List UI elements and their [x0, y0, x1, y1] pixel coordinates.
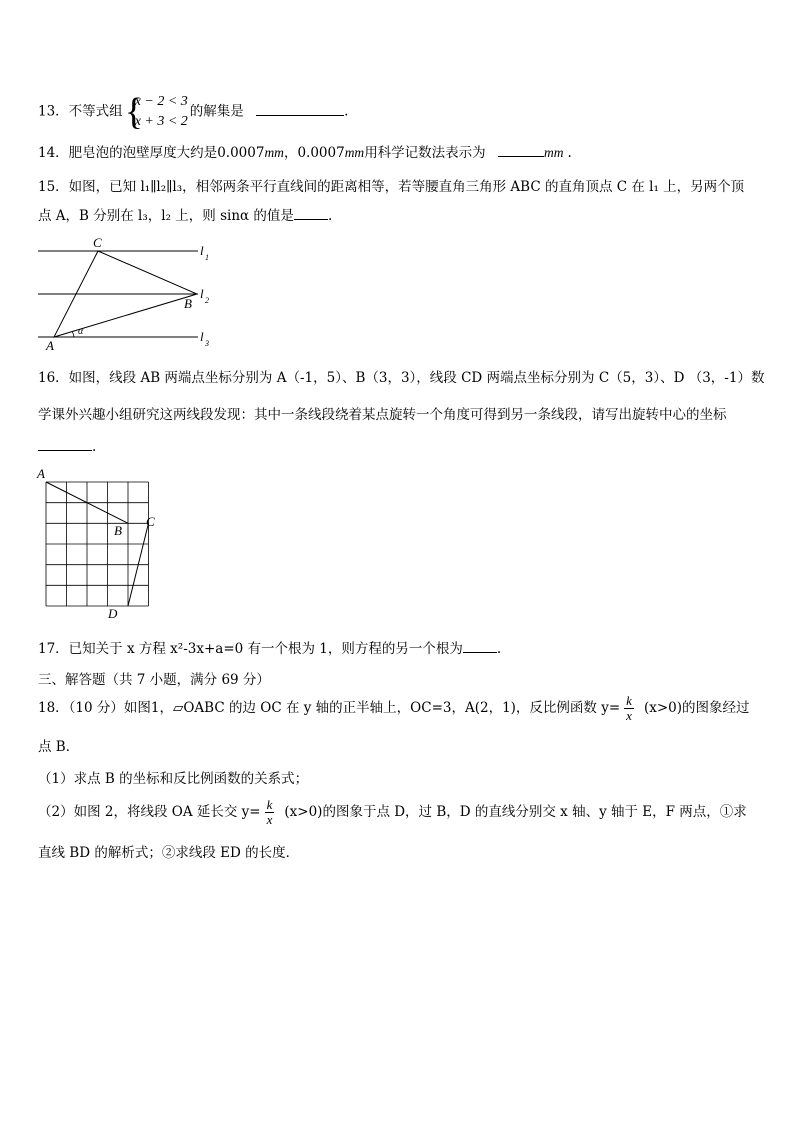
- q14-unit-2: mm: [344, 145, 365, 160]
- inequality-system: [125, 92, 188, 132]
- answer-blank: [294, 207, 328, 220]
- q14-num2: 0.0007: [297, 145, 345, 161]
- label-l1-sub: 1: [205, 253, 209, 262]
- label-l2-sub: 2: [205, 296, 209, 305]
- question-17: [38, 640, 501, 658]
- label-c: C: [93, 236, 102, 250]
- fraction-denominator: x: [266, 812, 273, 827]
- fraction-numerator: k: [626, 693, 632, 708]
- q16-figure: [34, 462, 164, 622]
- q14-sep: ，: [283, 145, 298, 161]
- q13-prefix: 13．不等式组: [38, 103, 123, 120]
- question-18-sub-2-line-2: 直线 BD 的解析式；②求线段 ED 的长度．: [38, 845, 300, 861]
- q18-line1-prefix: 18．（10 分）如图1，▱OABC 的边 OC 在 y 轴的正半轴上，OC=3，A(2，1)，反比例函数 y=: [38, 700, 621, 716]
- q15-end: .: [327, 208, 333, 224]
- answer-blank: [38, 438, 92, 451]
- question-18-sub-2: [38, 798, 747, 827]
- question-18-sub-1: （1）求点 B 的坐标和反比例函数的关系式；: [38, 771, 309, 787]
- question-15-line-1: 15．如图，已知 l₁∥l₂∥l₃，相邻两条平行直线间的距离相等，若等腰直角三角形 ABC 的直角顶点 C 在 l₁ 上，另两个顶: [38, 179, 745, 195]
- question-15-line-2: [38, 207, 332, 225]
- q14-part2: 用科学记数法表示为: [364, 145, 486, 161]
- brace-icon: {: [124, 91, 143, 133]
- q15-line2-text: 点 A，B 分别在 l₃，l₂ 上，则 sinα 的值是: [38, 208, 294, 224]
- q14-unit-1: mm: [264, 145, 284, 160]
- q17-end: .: [496, 641, 502, 657]
- q14-end: .: [567, 145, 572, 161]
- section-heading: 三、解答题（共 7 小题，满分 69 分）: [38, 672, 270, 688]
- fraction-denominator: x: [626, 708, 632, 723]
- label-d: D: [108, 606, 118, 621]
- question-18-line-2: 点 B．: [38, 739, 80, 755]
- question-14: [38, 144, 572, 162]
- label-b: B: [114, 523, 122, 538]
- fraction-numerator: k: [266, 797, 273, 812]
- question-16-line-3: [38, 438, 96, 456]
- label-a: A: [37, 466, 45, 481]
- label-l3: l: [200, 329, 204, 344]
- question-18-line-1: [38, 694, 750, 723]
- q18-sub2-suffix: (x>0)的图象于点 D，过 B，D 的直线分别交 x 轴、y 轴于 E，F 两点，①求: [284, 804, 747, 820]
- q14-num1: 0.0007: [217, 145, 265, 161]
- q15-figure: [34, 236, 219, 354]
- q14-unit-3: mm: [543, 145, 564, 160]
- label-l2: l: [200, 286, 204, 301]
- label-b: B: [184, 296, 192, 311]
- label-l3-sub: 3: [205, 339, 209, 348]
- answer-blank: [498, 144, 544, 157]
- label-l1: l: [200, 243, 204, 258]
- inequality-1: x − 2 < 3: [134, 94, 188, 109]
- question-16-line-1: 16．如图，线段 AB 两端点坐标分别为 A（-1，5）、B（3，3），线段 CD 两端点坐标分别为 C（5，3）、D （3，-1）数: [38, 370, 765, 386]
- q17-text: 17．已知关于 x 方程 x²-3x+a=0 有一个根为 1，则方程的另一个根为: [38, 641, 463, 657]
- fraction-k-over-x: [624, 694, 634, 723]
- answer-blank: [256, 103, 344, 116]
- fraction-k-over-x: [265, 798, 275, 827]
- question-13: [38, 92, 348, 132]
- q13-suffix: 的解集是: [189, 103, 244, 120]
- q16-end: .: [92, 439, 97, 455]
- label-c: C: [146, 514, 155, 529]
- q18-line1-suffix: (x>0)的图象经过: [643, 700, 750, 716]
- q13-end: .: [344, 103, 349, 120]
- question-16-line-2: 学课外兴趣小组研究这两线段发现：其中一条线段绕着某点旋转一个角度可得到另一条线段，请写出旋转中心的坐标: [38, 407, 727, 423]
- answer-blank: [463, 640, 497, 653]
- label-a: A: [46, 338, 54, 353]
- q14-part1: 14．肥皂泡的泡壁厚度大约是: [38, 145, 218, 161]
- q18-sub2-prefix: （2）如图 2，将线段 OA 延长交 y=: [38, 804, 261, 820]
- angle-alpha-arc: [72, 331, 74, 337]
- label-alpha: α: [78, 326, 84, 337]
- inequality-2: x + 3 < 2: [134, 114, 188, 129]
